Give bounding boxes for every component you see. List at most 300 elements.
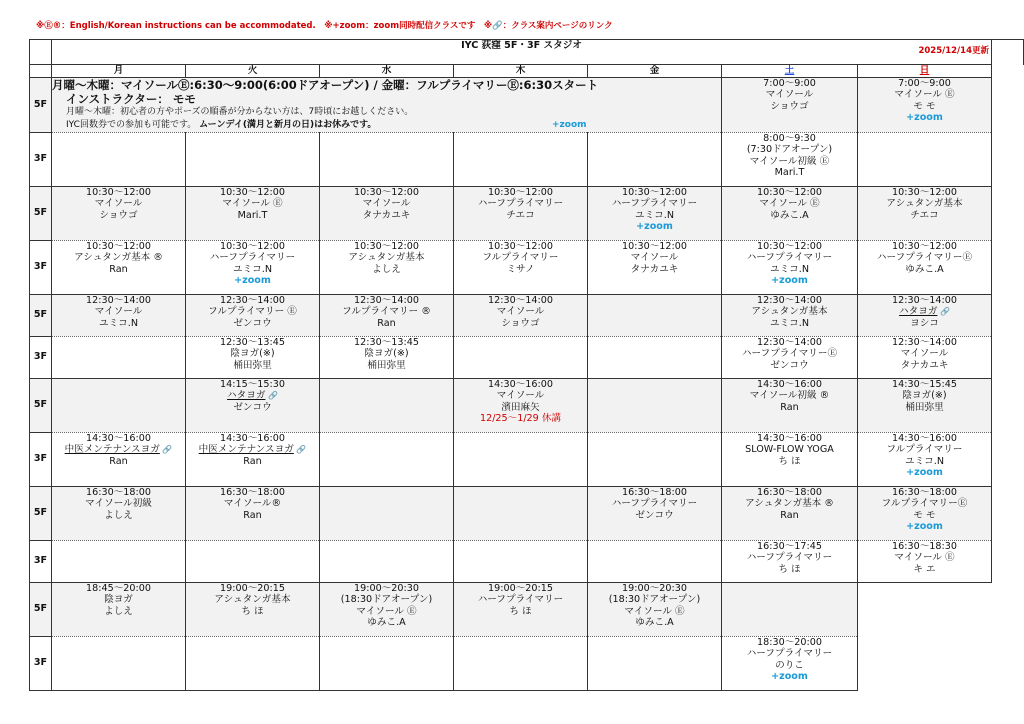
class-name: フルプライマリー [886, 444, 963, 456]
class-cell-fri [588, 378, 722, 432]
class-cell-fri[interactable] [588, 240, 722, 294]
class-name-link-wrap [858, 306, 991, 318]
class-cell-sun[interactable] [858, 186, 992, 240]
class-time: 10:30～12:00 [757, 186, 822, 198]
class-name: ハーフプライマリー [746, 252, 833, 264]
door-open-note: (18:30ドアオープン) [340, 594, 433, 606]
class-cell-sat[interactable] [722, 240, 858, 294]
class-cell-sat[interactable] [722, 540, 858, 582]
class-name: アシュタンガ基本 [214, 594, 291, 606]
class-name: マイソール Ⓔ [894, 552, 955, 564]
class-cell-mon [52, 540, 186, 582]
class-time: 12:30～14:00 [86, 294, 151, 306]
floor-label: 3F [30, 336, 52, 378]
class-cell-sat[interactable] [722, 636, 858, 690]
table-row [30, 186, 1024, 240]
floor-label: 3F [30, 540, 52, 582]
class-cell-sun[interactable] [858, 486, 992, 540]
class-name: ハーフプライマリー [477, 198, 564, 210]
class-cell-tue[interactable] [186, 294, 320, 336]
class-cell-thu [454, 540, 588, 582]
class-name: マイソール [496, 390, 545, 402]
day-header-sat: 土 [722, 65, 858, 78]
class-time: 10:30～12:00 [892, 186, 957, 198]
class-time: 19:00～20:15 [488, 582, 553, 594]
zoom-badge: +zoom [906, 112, 943, 124]
class-instructor: ゆみこ.A [905, 263, 944, 275]
spacer [992, 432, 1024, 486]
floor-label: 3F [30, 132, 52, 186]
table-row [30, 540, 1024, 582]
class-name: マイソール [362, 198, 411, 210]
class-name: ハーフプライマリー [611, 498, 698, 510]
class-time: 16:30～18:00 [220, 486, 285, 498]
spacer [992, 240, 1024, 294]
class-name-link-wrap [52, 444, 185, 456]
class-time: 10:30～12:00 [86, 240, 151, 252]
special-line-1: 月曜～木曜：マイソールⒺ:6:30～9:00(6:00ドアオープン) / 金曜：フルプライマリーⒺ:6:30スタート [52, 77, 599, 92]
day-header-thu: 木 [454, 65, 588, 78]
class-instructor: ち ほ [509, 605, 532, 617]
class-name: 濱田麻矢 [501, 401, 540, 413]
class-name: ハーフプライマリー [746, 552, 833, 564]
class-cell-thu [454, 486, 588, 540]
class-instructor: タナカユキ [900, 359, 949, 371]
class-name: 陰ヨガ(※) [230, 348, 275, 360]
class-cell-tue[interactable] [186, 582, 320, 636]
class-time: 14:30～15:45 [892, 378, 957, 390]
ticket-note: IYC回数券での参加も可能です。 [66, 119, 197, 130]
class-cell-sun [858, 582, 992, 636]
class-time: 10:30～12:00 [488, 186, 553, 198]
class-time: 18:30～20:00 [757, 636, 822, 648]
link-icon[interactable]: 🔗 [159, 445, 173, 455]
class-name: ユミコ.N [634, 209, 674, 221]
class-cell-wed[interactable] [320, 186, 454, 240]
class-instructor: Ran [377, 317, 396, 329]
class-cell-tue [186, 636, 320, 690]
class-cell-sat[interactable] [722, 294, 858, 336]
door-open-note: (18:30ドアオープン) [608, 594, 701, 606]
class-cell-sat[interactable] [722, 132, 858, 186]
zoom-badge: +zoom [906, 467, 943, 479]
class-cell-mon[interactable] [52, 432, 186, 486]
class-name: フルプライマリー [482, 252, 559, 264]
class-instructor: ユミコ.N [769, 317, 809, 329]
class-name-link[interactable]: ハタヨガ [227, 390, 266, 402]
class-cell-mon[interactable] [52, 294, 186, 336]
class-name: モ モ [913, 100, 936, 112]
table-row [30, 336, 1024, 378]
moonday-note: ムーンデイ(満月と新月の日)はお休みです。 [199, 119, 377, 130]
class-time: 14:15～15:30 [220, 378, 285, 390]
class-cell-sun[interactable] [858, 336, 992, 378]
class-time: 14:30～16:00 [757, 378, 822, 390]
spacer [992, 378, 1024, 432]
class-cell-mon[interactable] [52, 240, 186, 294]
class-cell-thu [454, 432, 588, 486]
title-cell [52, 40, 992, 65]
zoom-badge: +zoom [771, 671, 808, 683]
class-cell-fri[interactable] [588, 582, 722, 636]
floor-label: 3F [30, 432, 52, 486]
class-instructor: Ran [780, 509, 799, 521]
class-name: ハーフプライマリー [209, 252, 296, 264]
class-name: マイソール Ⓔ [356, 605, 417, 617]
class-cell-thu [454, 636, 588, 690]
class-name: ハーフプライマリー [611, 198, 698, 210]
zoom-badge: +zoom [552, 119, 587, 130]
class-time: 12:30～13:45 [354, 336, 419, 348]
class-cell-fri [588, 336, 722, 378]
class-instructor: ミサノ [506, 263, 535, 275]
class-instructor: Ran [780, 401, 799, 413]
instructor-line: インストラクター： モモ [66, 91, 196, 106]
class-time: 12:30～14:00 [220, 294, 285, 306]
day-header-wed: 水 [320, 65, 454, 78]
class-time: 14:30～16:00 [892, 432, 957, 444]
class-name: 陰ヨガ(※) [902, 390, 947, 402]
class-time: 12:30～14:00 [354, 294, 419, 306]
class-name: マイソール Ⓔ [222, 198, 283, 210]
class-name: ユミコ.N [232, 263, 272, 275]
class-time: 12:30～14:00 [757, 336, 822, 348]
class-instructor: Mari.T [774, 167, 805, 179]
class-cell-wed[interactable] [320, 582, 454, 636]
class-time: 10:30～12:00 [892, 240, 957, 252]
spacer [992, 486, 1024, 540]
class-time: 12:30～13:45 [220, 336, 285, 348]
class-cell-sat [722, 582, 858, 636]
class-cell-sat[interactable] [722, 336, 858, 378]
spacer [992, 582, 1024, 636]
class-instructor: ショウゴ [770, 100, 809, 112]
class-instructor: Ran [109, 263, 128, 275]
class-instructor: ゆみこ.A [635, 617, 674, 629]
class-name: マイソール Ⓔ [624, 605, 685, 617]
class-cell-sat[interactable] [722, 432, 858, 486]
day-header-fri: 金 [588, 65, 722, 78]
class-instructor: チエコ [910, 209, 939, 221]
class-cell-sun[interactable] [858, 432, 992, 486]
class-time: 10:30～12:00 [622, 186, 687, 198]
class-instructor: タナカユキ [362, 209, 411, 221]
class-name: ハーフプライマリー [477, 594, 564, 606]
class-cell-sat[interactable] [722, 77, 858, 132]
class-cell-sun [858, 132, 992, 186]
spacer [992, 132, 1024, 186]
class-cell-sun[interactable] [858, 77, 992, 132]
class-name: アシュタンガ基本 [751, 306, 828, 318]
class-time: 10:30～12:00 [220, 240, 285, 252]
class-name: マイソール [94, 198, 143, 210]
zoom-badge: +zoom [906, 521, 943, 533]
class-name: アシュタンガ基本 ® [74, 252, 163, 264]
class-name: ハーフプライマリーⒺ [876, 252, 973, 264]
class-name: マイソール [765, 89, 814, 101]
table-row [30, 582, 1024, 636]
class-cell-mon[interactable] [52, 486, 186, 540]
class-time: 16:30～17:45 [757, 540, 822, 552]
floor-label: 5F [30, 378, 52, 432]
title-corner [30, 40, 52, 65]
class-cell-tue[interactable] [186, 336, 320, 378]
special-line-3: 月曜～木曜：初心者の方やポーズの順番が分からない方は、7時頃にお越しください。 [66, 106, 414, 117]
class-cell-wed [320, 540, 454, 582]
floor-label: 5F [30, 294, 52, 336]
class-name: マイソール初級 Ⓔ [749, 155, 830, 167]
class-cell-wed [320, 132, 454, 186]
class-time: 10:30～12:00 [622, 240, 687, 252]
class-name: マイソール [630, 252, 679, 264]
class-time: 10:30～12:00 [354, 240, 419, 252]
spacer [992, 77, 1024, 132]
class-time: 12:30～14:00 [892, 336, 957, 348]
class-name: SLOW-FLOW YOGA [745, 444, 834, 456]
class-instructor: ゆみこ.A [770, 209, 809, 221]
floor-label: 5F [30, 486, 52, 540]
title-right [992, 40, 1024, 65]
class-name: フルプライマリーⒺ [881, 498, 968, 510]
special-block [52, 77, 722, 132]
class-instructor: よしえ [104, 509, 133, 521]
class-cell-fri [588, 432, 722, 486]
spacer [992, 186, 1024, 240]
class-name: アシュタンガ基本 [886, 198, 963, 210]
class-instructor: ち ほ [778, 563, 801, 575]
class-time: 19:00～20:30 [622, 582, 687, 594]
class-cell-thu [454, 132, 588, 186]
class-cell-fri [588, 636, 722, 690]
floor-label: 3F [30, 636, 52, 690]
class-time: 16:30～18:00 [622, 486, 687, 498]
class-name: マイソール [94, 306, 143, 318]
class-instructor: ゼンコウ [770, 359, 809, 371]
class-cell-tue[interactable] [186, 240, 320, 294]
class-time: 10:30～12:00 [488, 240, 553, 252]
class-cell-wed [320, 378, 454, 432]
class-time: 12:30～14:00 [757, 294, 822, 306]
zoom-badge: +zoom [234, 275, 271, 287]
class-cell-thu[interactable] [454, 294, 588, 336]
class-name: ユミコ.N [904, 455, 944, 467]
class-cell-wed[interactable] [320, 240, 454, 294]
table-row [30, 294, 1024, 336]
class-cell-tue [186, 132, 320, 186]
class-cell-fri[interactable] [588, 486, 722, 540]
class-cell-sun[interactable] [858, 378, 992, 432]
class-cell-tue[interactable] [186, 486, 320, 540]
table-row [30, 240, 1024, 294]
zoom-badge: +zoom [771, 275, 808, 287]
class-instructor: キ エ [913, 563, 936, 575]
class-time: 19:00～20:15 [220, 582, 285, 594]
table-row [30, 378, 1024, 432]
class-cell-sun[interactable] [858, 540, 992, 582]
spacer [992, 294, 1024, 336]
class-cell-sat[interactable] [722, 378, 858, 432]
class-name: アシュタンガ基本 ® [745, 498, 834, 510]
zoom-badge: +zoom [636, 221, 673, 233]
class-cell-mon [52, 378, 186, 432]
floor-label: 5F [30, 77, 52, 132]
class-name: のりこ [775, 659, 804, 671]
floor-label: 5F [30, 186, 52, 240]
class-cell-thu[interactable] [454, 582, 588, 636]
class-cell-thu[interactable] [454, 378, 588, 432]
class-cell-wed [320, 432, 454, 486]
class-instructor: 桶田弥里 [367, 359, 406, 371]
class-name-link-wrap [186, 390, 319, 402]
class-time: 10:30～12:00 [86, 186, 151, 198]
class-cell-tue[interactable] [186, 432, 320, 486]
spacer [992, 65, 1024, 78]
class-cell-fri [588, 132, 722, 186]
class-instructor: ユミコ.N [98, 317, 138, 329]
page-title: IYC 荻窪 5F・3F スタジオ [461, 40, 582, 51]
updated-date: 2025/12/14更新 [918, 46, 989, 56]
class-cell-mon[interactable] [52, 186, 186, 240]
floor-label: 5F [30, 582, 52, 636]
class-instructor: ゼンコウ [233, 401, 272, 413]
class-name: マイソール Ⓔ [759, 198, 820, 210]
class-cell-mon [52, 636, 186, 690]
class-time: 14:30～16:00 [757, 432, 822, 444]
class-name: マイソール [900, 348, 949, 360]
class-cell-sun[interactable] [858, 294, 992, 336]
class-cell-tue [186, 540, 320, 582]
class-time: 16:30～18:00 [86, 486, 151, 498]
class-cell-tue[interactable] [186, 186, 320, 240]
class-name: フルプライマリー ® [342, 306, 431, 318]
special-line-4 [52, 119, 721, 132]
class-cell-fri [588, 540, 722, 582]
class-cell-mon [52, 132, 186, 186]
class-cell-thu[interactable] [454, 186, 588, 240]
table-row [30, 636, 1024, 690]
class-cell-mon[interactable] [52, 582, 186, 636]
class-name: フルプライマリー Ⓔ [208, 306, 297, 318]
class-instructor: Ran [243, 509, 262, 521]
class-name: マイソール® [223, 498, 282, 510]
link-icon[interactable]: 🔗 [265, 391, 278, 401]
day-header-mon: 月 [52, 65, 186, 78]
floor-label: 3F [30, 240, 52, 294]
class-instructor: ヨシコ [910, 317, 939, 329]
class-cell-fri[interactable] [588, 186, 722, 240]
class-name: ユミコ.N [769, 263, 809, 275]
class-instructor: Mari.T [237, 209, 268, 221]
spacer [992, 636, 1024, 690]
class-name: モ モ [913, 509, 936, 521]
class-cell-sat[interactable] [722, 186, 858, 240]
class-cell-wed[interactable] [320, 336, 454, 378]
class-instructor: チエコ [506, 209, 535, 221]
class-cell-wed [320, 486, 454, 540]
class-cell-fri [588, 294, 722, 336]
class-instructor: よしえ [104, 605, 133, 617]
class-time: 16:30～18:00 [757, 486, 822, 498]
class-name-link[interactable]: ハタヨガ [899, 306, 938, 318]
class-time: 7:00～9:00 [898, 77, 951, 89]
class-time: 12:30～14:00 [488, 294, 553, 306]
class-instructor: よしえ [372, 263, 401, 275]
class-time: 10:30～12:00 [220, 186, 285, 198]
class-time: 7:00～9:00 [763, 77, 816, 89]
class-name: ハーフプライマリー [746, 648, 833, 660]
class-name: 陰ヨガ [104, 594, 133, 606]
spacer [992, 336, 1024, 378]
link-icon[interactable]: 🔗 [937, 307, 950, 317]
class-name: マイソール初級 ® [749, 390, 830, 402]
class-time: 18:45～20:00 [86, 582, 151, 594]
class-name-link[interactable]: 中医メンテナンスヨガ [64, 444, 160, 456]
class-instructor: ゼンコウ [233, 317, 272, 329]
class-instructor: 桶田弥里 [233, 359, 272, 371]
class-name: 陰ヨガ(※) [364, 348, 409, 360]
link-icon[interactable]: 🔗 [293, 445, 307, 455]
class-instructor: ち ほ [778, 455, 801, 467]
day-header-sun: 日 [858, 65, 992, 78]
day-corner [30, 65, 52, 78]
class-time: 10:30～12:00 [354, 186, 419, 198]
class-time: 16:30～18:00 [892, 486, 957, 498]
class-name: マイソール Ⓔ [894, 89, 955, 101]
class-instructor: Ran [243, 455, 262, 467]
schedule-table [29, 39, 1024, 691]
class-instructor: ショウゴ [501, 317, 540, 329]
class-instructor: ショウゴ [99, 209, 138, 221]
table-row [30, 432, 1024, 486]
class-cell-sun [858, 636, 992, 690]
class-time: 8:00～9:30 [763, 132, 816, 144]
class-cell-wed[interactable] [320, 294, 454, 336]
class-instructor: Ran [109, 455, 128, 467]
class-time: 14:30～16:00 [220, 432, 285, 444]
class-instructor: 桶田弥里 [905, 401, 944, 413]
table-row [30, 132, 1024, 186]
class-instructor: ち ほ [241, 605, 264, 617]
table-row [30, 77, 1024, 132]
class-time: 10:30～12:00 [757, 240, 822, 252]
class-name: マイソール [496, 306, 545, 318]
class-name-link-wrap [186, 444, 319, 456]
class-cell-sat[interactable] [722, 486, 858, 540]
class-instructor: ゆみこ.A [367, 617, 406, 629]
class-cell-mon [52, 336, 186, 378]
class-cell-thu[interactable] [454, 240, 588, 294]
closure-note: 12/25～1/29 休講 [479, 413, 562, 425]
class-cell-wed [320, 636, 454, 690]
class-time: 14:30～16:00 [86, 432, 151, 444]
class-time: 16:30～18:30 [892, 540, 957, 552]
class-name: マイソール初級 [85, 498, 152, 510]
table-row [30, 486, 1024, 540]
day-header-tue: 火 [186, 65, 320, 78]
class-time: 14:30～16:00 [488, 378, 553, 390]
class-cell-thu [454, 336, 588, 378]
class-time: 19:00～20:30 [354, 582, 419, 594]
class-name-link[interactable]: 中医メンテナンスヨガ [198, 444, 294, 456]
class-name: アシュタンガ基本 [348, 252, 425, 264]
class-time: 12:30～14:00 [892, 294, 957, 306]
class-cell-tue[interactable] [186, 378, 320, 432]
class-cell-sun[interactable] [858, 240, 992, 294]
header-notice: ※Ⓔ®：English/Korean instructions can be accommodated. ※+zoom：zoom同時配信クラスです ※🔗：クラス案内ページのリンク [36, 21, 613, 31]
class-instructor: タナカユキ [630, 263, 679, 275]
door-open-note: (7:30ドアオープン) [746, 144, 833, 156]
class-name: ハーフプライマリーⒺ [741, 348, 838, 360]
